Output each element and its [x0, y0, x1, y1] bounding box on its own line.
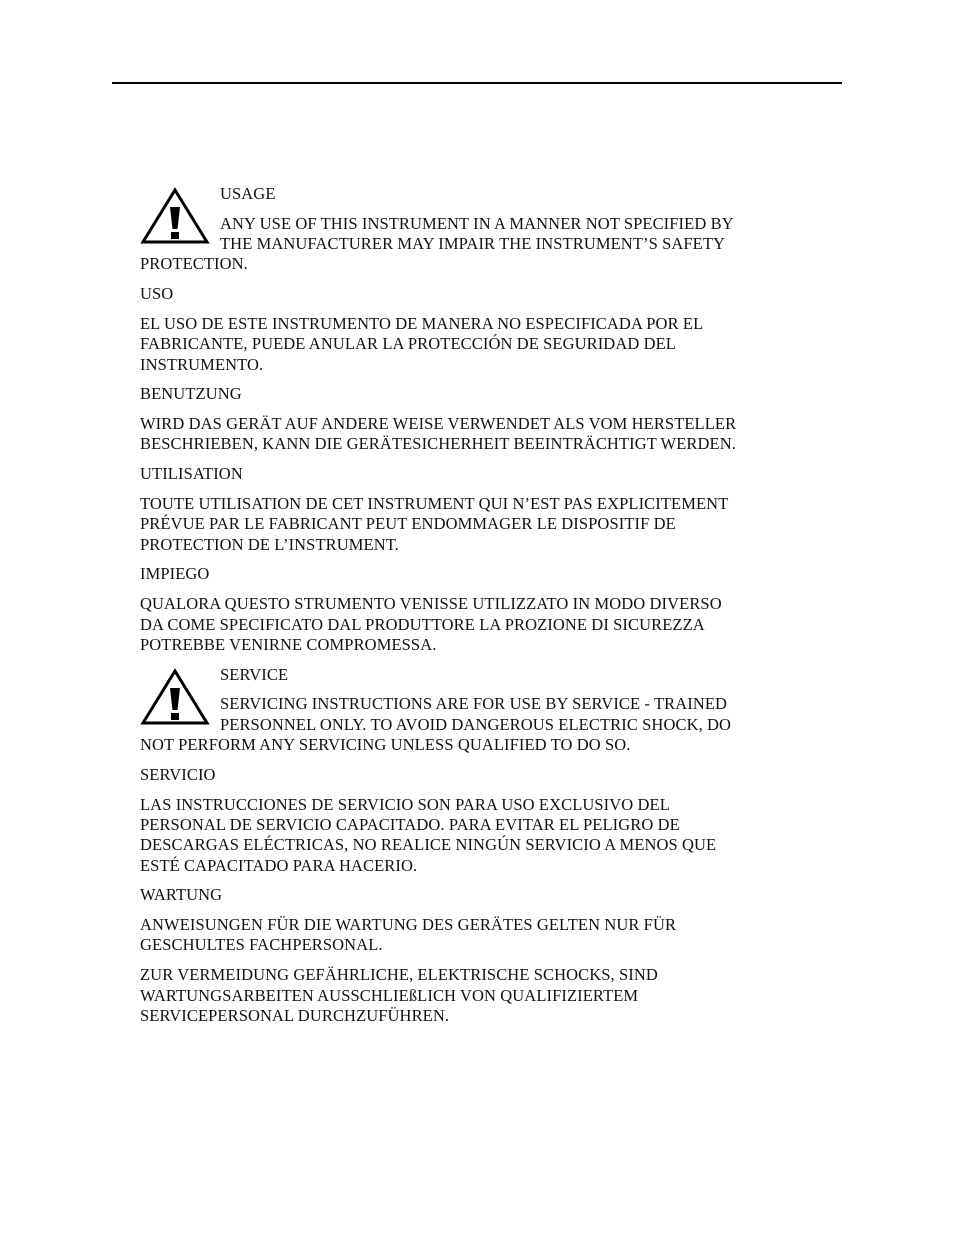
wartung-text-2: ZUR VERMEIDUNG GEFÄHRLICHE, ELEKTRISCHE SCHOCKS, SIND WARTUNGSARBEITEN AUSSCHLIEßLICH VON QUALIFIZIERTEM SERVICEPERSONAL DURCHZUFÜHREN.: [140, 965, 658, 1025]
wartung-text-1: ANWEISUNGEN FÜR DIE WARTUNG DES GERÄTES GELTEN NUR FÜR GESCHULTES FACHPERSONAL.: [140, 915, 677, 955]
impiego-text: QUALORA QUESTO STRUMENTO VENISSE UTILIZZATO IN MODO DIVERSO DA COME SPECIFICATO DAL PRODUTTORE LA PROZIONE DI SICUREZZA POTREBBE VENIRNE COMPROMESSA.: [140, 594, 722, 654]
service-text: SERVICING INSTRUCTIONS ARE FOR USE BY SERVICE - TRAINED PERSONNEL ONLY. TO AVOID DANGEROUS ELECTRIC SHOCK, DO NOT PERFORM ANY SERVICING UNLESS QUALIFIED TO DO SO.: [140, 694, 732, 755]
usage-heading: USAGE: [220, 184, 276, 203]
utilisation-text: TOUTE UTILISATION DE CET INSTRUMENT QUI N’EST PAS EXPLICITEMENT PRÉVUE PAR LE FABRICANT PEUT ENDOMMAGER LE DISPOSITIF DE PROTECTION DE L’INSTRUMENT.: [140, 494, 729, 554]
utilisation-heading: UTILISATION: [140, 464, 243, 484]
warning-triangle-icon: [140, 187, 210, 245]
servicio-heading: SERVICIO: [140, 764, 216, 784]
servicio-text: LAS INSTRUCCIONES DE SERVICIO SON PARA USO EXCLUSIVO DEL PERSONAL DE SERVICIO CAPACITADO. PARA EVITAR EL PELIGRO DE DESCARGAS ELÉCTRICAS, NO REALICE NINGÚN SERVICIO A MENOS QUE ESTÉ CAPACITADO PARA HACERIO.: [140, 794, 717, 875]
service-heading: SERVICE: [220, 664, 289, 684]
warning-triangle-icon: [140, 668, 210, 726]
benutzung-heading: BENUTZUNG: [140, 384, 242, 404]
safety-notices: [140, 184, 740, 1036]
wartung-heading: WARTUNG: [140, 885, 223, 905]
uso-text: EL USO DE ESTE INSTRUMENTO DE MANERA NO ESPECIFICADA POR EL FABRICANTE, PUEDE ANULAR LA PROTECCIÓN DE SEGURIDAD DEL INSTRUMENTO.: [140, 313, 703, 374]
usage-warning: [140, 184, 740, 275]
benutzung-text: WIRD DAS GERÄT AUF ANDERE WEISE VERWENDET ALS VOM HERSTELLER BESCHRIEBEN, KANN DIE GERÄTESICHERHEIT BEEINTRÄCHTIGT WERDEN.: [140, 414, 737, 454]
service-warning: [140, 665, 740, 756]
usage-text: ANY USE OF THIS INSTRUMENT IN A MANNER NOT SPECIFIED BY THE MANUFACTURER MAY IMPAIR THE INSTRUMENT’S SAFETY PROTECTION.: [140, 213, 734, 274]
impiego-heading: IMPIEGO: [140, 564, 210, 584]
header-rule: [112, 82, 842, 84]
uso-heading: USO: [140, 284, 174, 304]
